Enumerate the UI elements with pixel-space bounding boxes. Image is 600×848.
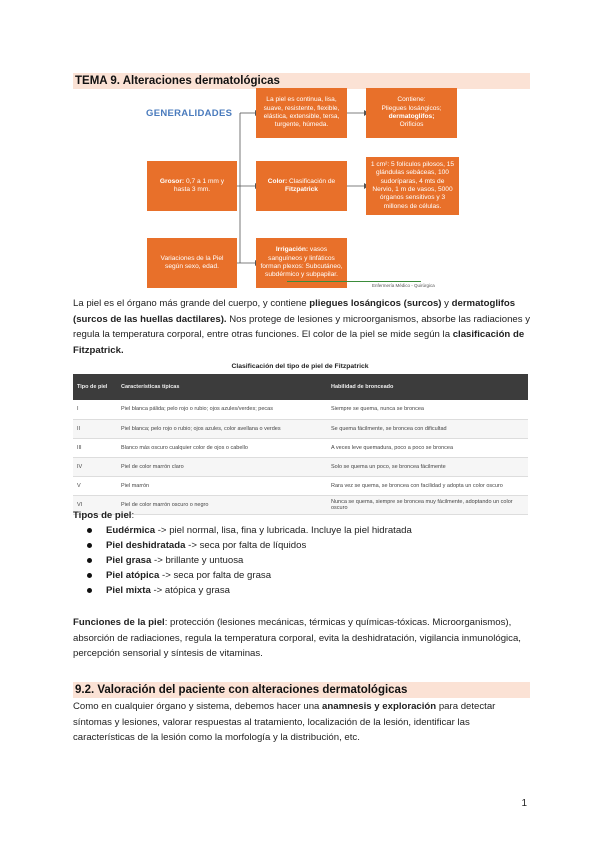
table-cell: Siempre se quema, nunca se broncea	[327, 400, 528, 419]
intro-text-2: y	[441, 298, 452, 309]
section-heading	[73, 682, 530, 698]
intro-bold-3: clasificación de Fitzpatrick.	[73, 329, 525, 356]
table-cell: Nunca se quema, siempre se broncea muy fácilmente, adoptando un color oscuro	[327, 495, 528, 514]
skin-types-title	[73, 510, 533, 521]
table-row	[73, 457, 528, 476]
list-item	[106, 523, 533, 538]
diagram-box-composition	[366, 157, 459, 215]
box-contains-line3: dermatoglifos;	[388, 113, 435, 120]
fitzpatrick-table-title: Clasificación del tipo de piel de Fitzpatrick	[231, 363, 369, 370]
list-item	[106, 583, 533, 598]
header-characteristics: Características típicas	[117, 374, 327, 400]
list-item-bold: Piel deshidratada	[106, 540, 186, 551]
intro-text-3: Nos protege de lesiones y microorganismos, absorbe las radiaciones y regula la temperatura corporal, entre otras funciones. El color de la piel se mide según la	[73, 313, 530, 340]
diagram-box-thickness	[147, 161, 237, 211]
table-cell: Se quema fácilmente, se broncea con dificultad	[327, 419, 528, 438]
section-heading-text: 9.2. Valoración del paciente con alteraciones dermatológicas	[75, 684, 408, 696]
table-cell: Piel blanca pálida; pelo rojo o rubio; ojos azules/verdes; pecas	[117, 400, 327, 419]
credit-line	[287, 281, 421, 282]
diagram-credit: Enfermería Médico - Quirúrgica	[372, 283, 435, 288]
table-cell: II	[73, 419, 117, 438]
bullet-icon	[87, 573, 92, 578]
box-thickness-label: Grosor:	[159, 177, 185, 185]
box-characteristics-text: La piel es continua, lisa, suave, resistente, flexible, elástica, extensible, tersa, turgente, húmeda.	[263, 96, 340, 129]
bullet-icon	[87, 558, 92, 563]
header-tanning: Habilidad de bronceado	[327, 374, 528, 400]
bullet-icon	[87, 588, 92, 593]
list-item	[106, 553, 533, 568]
skin-types-title-colon: :	[131, 510, 135, 521]
list-item	[106, 568, 533, 583]
table-cell: Piel de color marrón oscuro o negro	[117, 495, 327, 514]
intro-paragraph	[73, 296, 533, 358]
skin-types-list	[73, 523, 533, 598]
box-composition-text: 1 cm²: 5 folículos pilosos, 15 glándulas sebáceas, 100 sudoríparas, 4 mts de Nervio, 1 m de vasos, 5000 órganos sensitivos y 3 millones de células.	[370, 160, 455, 210]
diagram-box-contains	[366, 88, 457, 138]
table-cell: V	[73, 476, 117, 495]
box-thickness-text: 0,7 a 1 mm y hasta 3 mm.	[173, 177, 225, 193]
box-contains-line1: Contiene:	[397, 96, 426, 104]
list-item	[106, 538, 533, 553]
table-cell: VI	[73, 495, 117, 514]
section2-paragraph	[73, 699, 533, 746]
table-row	[73, 400, 528, 419]
intro-text-1: La piel es el órgano más grande del cuerpo, y contiene	[73, 298, 310, 309]
list-item-bold: Piel atópica	[106, 570, 160, 581]
bullet-icon	[87, 528, 92, 533]
page-title-text: TEMA 9. Alteraciones dermatológicas	[75, 75, 280, 87]
skin-types-section	[73, 510, 533, 598]
intro-bold-2: dermatoglifos (surcos de las huellas dactilares).	[73, 298, 516, 325]
box-color-text: Clasificación de	[287, 177, 336, 185]
section2-text-2: para detectar síntomas y lesiones, valorar respuestas al tratamiento, localización de la lesión, identificar las características de la lesión como la morfología y la distribución, etc.	[73, 701, 496, 743]
box-variations-text: Variaciones de la Piel según sexo, edad.	[160, 254, 224, 270]
list-item-text: -> atópica y grasa	[150, 585, 230, 596]
diagram-box-color	[256, 161, 347, 211]
fitzpatrick-table	[73, 374, 528, 515]
box-irrigation-text: vasos sanguíneos y linfáticos forman plexos: Subcutáneo, subdérmico y subpapilar.	[260, 246, 343, 279]
diagram-box-variations	[147, 238, 237, 288]
box-irrigation-label: Irrigación:	[275, 246, 309, 254]
intro-bold-1: pliegues losángicos (surcos)	[309, 298, 442, 309]
list-item-text: -> brillante y untuosa	[151, 555, 244, 566]
list-item-bold: Piel mixta	[106, 585, 151, 596]
box-color-fitzpatrick: Fitzpatrick	[285, 186, 318, 193]
section2-text-1: Como en cualquier órgano y sistema, debemos hacer una	[73, 701, 323, 712]
header-skin-type: Tipo de piel	[73, 374, 117, 400]
generalidades-label: GENERALIDADES	[146, 108, 233, 119]
table-header-row	[73, 374, 528, 400]
skin-types-title-text: Tipos de piel	[73, 510, 132, 521]
section2-bold: anamnesis y exploración	[322, 701, 437, 712]
table-cell: I	[73, 400, 117, 419]
table-cell: III	[73, 438, 117, 457]
box-color-label: Color:	[267, 177, 288, 185]
table-cell: A veces leve quemadura, poco a poco se broncea	[327, 438, 528, 457]
table-cell: IV	[73, 457, 117, 476]
table-row	[73, 438, 528, 457]
table-cell: Piel marrón	[117, 476, 327, 495]
list-item-text: -> seca por falta de grasa	[159, 570, 272, 581]
table-row	[73, 476, 528, 495]
diagram-box-characteristics	[256, 88, 347, 138]
functions-text: : protección (lesiones mecánicas, térmicas y químicas-tóxicas. Microorganismos), absorción de radiaciones, regula la temperatura corporal, evita la deshidratación, vigilancia inmunológica, percepción sensorial y síntesis de vitaminas.	[73, 617, 521, 659]
list-item-text: -> piel normal, lisa, fina y lubricada. Incluye la piel hidratada	[155, 525, 412, 536]
list-item-bold: Piel grasa	[106, 555, 152, 566]
page-number: 1	[521, 798, 527, 809]
table-row	[73, 419, 528, 438]
table-cell: Solo se quema un poco, se broncea fácilmente	[327, 457, 528, 476]
list-item-bold: Eudérmica	[106, 525, 156, 536]
box-contains-line4: Orificios	[399, 121, 424, 129]
box-contains-line2: Pliegues losángicos;	[381, 104, 442, 112]
list-item-text: -> seca por falta de líquidos	[185, 540, 307, 551]
table-cell: Piel de color marrón claro	[117, 457, 327, 476]
bullet-icon	[87, 543, 92, 548]
table-cell: Blanco más oscuro cualquier color de ojos o cabello	[117, 438, 327, 457]
functions-paragraph	[73, 615, 533, 662]
table-cell: Rara vez se quema, se broncea con facilidad y adopta un color oscuro	[327, 476, 528, 495]
table-cell: Piel blanca; pelo rojo o rubio; ojos azules, color avellana o verdes	[117, 419, 327, 438]
functions-label: Funciones de la piel	[73, 617, 165, 628]
